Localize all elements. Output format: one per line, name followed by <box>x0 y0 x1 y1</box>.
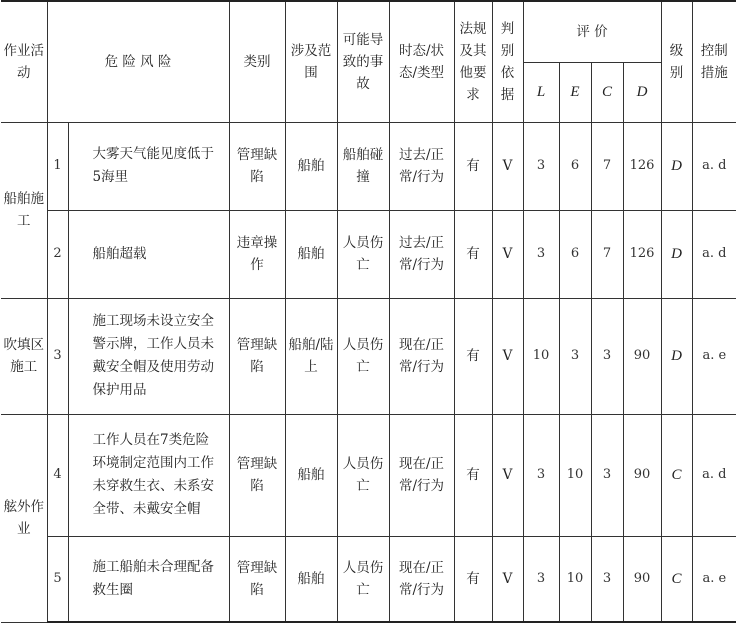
scope-cell: 船舶/陆上 <box>285 298 337 414</box>
control-cell: a. d <box>692 210 736 298</box>
control-cell: a. e <box>692 536 736 622</box>
activity-cell: 吹填区施工 <box>1 298 47 414</box>
level-cell: C <box>661 536 692 622</box>
E-cell: 6 <box>559 122 591 210</box>
table-row <box>1 536 736 622</box>
header-row <box>1 1 736 62</box>
control-cell: a. d <box>692 122 736 210</box>
level-cell: D <box>661 298 692 414</box>
E-cell: 6 <box>559 210 591 298</box>
D-cell: 90 <box>623 536 661 622</box>
tense-cell: 过去/正常/行为 <box>389 122 454 210</box>
header-control: 控制措施 <box>692 1 736 122</box>
level-cell: D <box>661 122 692 210</box>
row-number: 5 <box>47 536 68 622</box>
L-cell: 3 <box>523 536 559 622</box>
accident-cell: 人员伤亡 <box>337 414 389 536</box>
judge-cell: V <box>492 122 523 210</box>
accident-cell: 人员伤亡 <box>337 536 389 622</box>
header-scope: 涉及范围 <box>285 1 337 122</box>
header-judge: 判别依据 <box>492 1 523 122</box>
accident-cell: 人员伤亡 <box>337 210 389 298</box>
hazard-cell: 施工现场未设立安全警示牌，工作人员未戴安全帽及使用劳动保护用品 <box>68 298 229 414</box>
D-cell: 126 <box>623 122 661 210</box>
tense-cell: 现在/正常/行为 <box>389 414 454 536</box>
table-row <box>1 122 736 210</box>
law-cell: 有 <box>454 122 492 210</box>
row-number: 4 <box>47 414 68 536</box>
tense-cell: 现在/正常/行为 <box>389 298 454 414</box>
header-E: E <box>559 62 591 122</box>
L-cell: 10 <box>523 298 559 414</box>
accident-cell: 船舶碰撞 <box>337 122 389 210</box>
row-number: 1 <box>47 122 68 210</box>
scope-cell: 船舶 <box>285 536 337 622</box>
judge-cell: V <box>492 536 523 622</box>
D-cell: 90 <box>623 298 661 414</box>
accident-cell: 人员伤亡 <box>337 298 389 414</box>
L-cell: 3 <box>523 122 559 210</box>
table-row <box>1 298 736 414</box>
risk-assessment-table <box>1 0 736 623</box>
row-number: 3 <box>47 298 68 414</box>
L-cell: 3 <box>523 414 559 536</box>
header-D: D <box>623 62 661 122</box>
hazard-cell: 大雾天气能见度低于5海里 <box>68 122 229 210</box>
E-cell: 10 <box>559 414 591 536</box>
scope-cell: 船舶 <box>285 210 337 298</box>
C-cell: 7 <box>591 210 623 298</box>
header-C: C <box>591 62 623 122</box>
header-eval: 评 价 <box>523 1 661 62</box>
L-cell: 3 <box>523 210 559 298</box>
header-accident: 可能导致的事故 <box>337 1 389 122</box>
D-cell: 126 <box>623 210 661 298</box>
header-hazard: 危 险 风 险 <box>47 1 229 122</box>
C-cell: 3 <box>591 298 623 414</box>
scope-cell: 船舶 <box>285 414 337 536</box>
judge-cell: V <box>492 210 523 298</box>
hazard-cell: 工作人员在7类危险环境制定范围内工作未穿救生衣、未系安全带、未戴安全帽 <box>68 414 229 536</box>
control-cell: a. d <box>692 414 736 536</box>
header-level: 级别 <box>661 1 692 122</box>
table-row <box>1 210 736 298</box>
E-cell: 10 <box>559 536 591 622</box>
header-category: 类别 <box>229 1 285 122</box>
category-cell: 管理缺陷 <box>229 122 285 210</box>
law-cell: 有 <box>454 414 492 536</box>
C-cell: 3 <box>591 414 623 536</box>
activity-cell: 舷外作业 <box>1 414 47 622</box>
hazard-cell: 施工船舶未合理配备救生圈 <box>68 536 229 622</box>
category-cell: 管理缺陷 <box>229 536 285 622</box>
control-cell: a. e <box>692 298 736 414</box>
tense-cell: 现在/正常/行为 <box>389 536 454 622</box>
header-tense: 时态/状态/类型 <box>389 1 454 122</box>
scope-cell: 船舶 <box>285 122 337 210</box>
row-number: 2 <box>47 210 68 298</box>
header-L: L <box>523 62 559 122</box>
law-cell: 有 <box>454 210 492 298</box>
header-law: 法规及其他要求 <box>454 1 492 122</box>
level-cell: D <box>661 210 692 298</box>
law-cell: 有 <box>454 536 492 622</box>
header-activity: 作业活动 <box>1 1 47 122</box>
hazard-cell: 船舶超载 <box>68 210 229 298</box>
category-cell: 管理缺陷 <box>229 298 285 414</box>
judge-cell: V <box>492 298 523 414</box>
activity-cell: 船舶施工 <box>1 122 47 298</box>
level-cell: C <box>661 414 692 536</box>
C-cell: 3 <box>591 536 623 622</box>
law-cell: 有 <box>454 298 492 414</box>
category-cell: 管理缺陷 <box>229 414 285 536</box>
judge-cell: V <box>492 414 523 536</box>
E-cell: 3 <box>559 298 591 414</box>
tense-cell: 过去/正常/行为 <box>389 210 454 298</box>
D-cell: 90 <box>623 414 661 536</box>
table-row <box>1 414 736 536</box>
category-cell: 违章操作 <box>229 210 285 298</box>
C-cell: 7 <box>591 122 623 210</box>
